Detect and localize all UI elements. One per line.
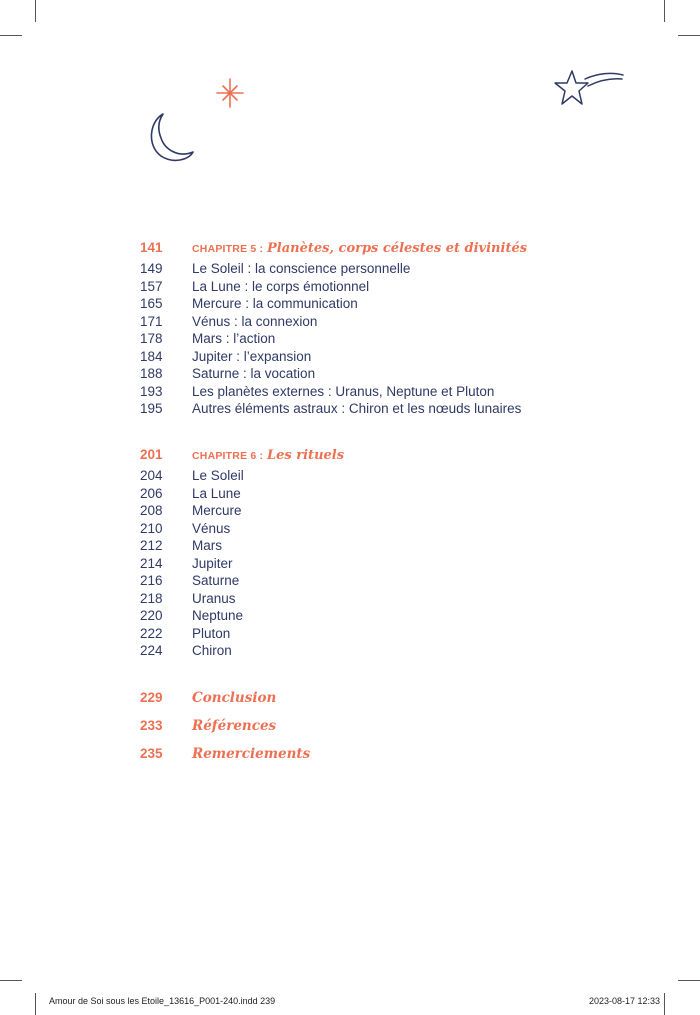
toc-entry[interactable] xyxy=(140,296,527,314)
toc-entry-text: Pluton xyxy=(192,625,231,641)
crop-mark-bottom-left-h xyxy=(0,980,22,981)
crescent-moon-icon xyxy=(145,110,197,164)
toc-entry[interactable] xyxy=(140,331,527,349)
toc-entry[interactable] xyxy=(140,366,527,384)
toc-entry-page: 214 xyxy=(140,555,163,571)
toc-entry-page: 165 xyxy=(140,296,163,311)
toc-entry-page: 233 xyxy=(140,718,163,733)
toc-entry-page: 184 xyxy=(140,348,163,364)
toc-entry[interactable] xyxy=(140,349,527,367)
toc-entry-text: Neptune xyxy=(192,608,244,623)
toc-chapter-5-heading[interactable] xyxy=(140,240,527,261)
toc-entry-title: Remerciements xyxy=(192,746,311,762)
toc-entry-page: 222 xyxy=(140,625,163,641)
toc-entry-text: Mercure xyxy=(192,503,242,518)
toc-entry-page: 178 xyxy=(140,331,163,346)
chapter-page-number: 201 xyxy=(140,447,163,462)
toc-entry-text: Vénus xyxy=(192,520,231,536)
toc-entry-text: La Lune : le corps émotionnel xyxy=(192,278,370,294)
toc-entry[interactable] xyxy=(140,521,344,539)
toc-entry-page: 220 xyxy=(140,608,163,623)
toc-entry-page: 210 xyxy=(140,520,163,536)
toc-entry-page: 149 xyxy=(140,261,163,276)
toc-chapter-5 xyxy=(140,240,527,419)
toc-entry-text: Le Soleil : la conscience personnelle xyxy=(192,261,411,276)
toc-entry-page: 218 xyxy=(140,590,163,606)
toc-entry[interactable] xyxy=(140,573,344,591)
toc-entry[interactable] xyxy=(140,626,344,644)
toc-entry-text: Saturne : la vocation xyxy=(192,366,316,381)
toc-entry-page: 208 xyxy=(140,503,163,518)
toc-entry-text: Les planètes externes : Uranus, Neptune et Pluton xyxy=(192,383,495,399)
toc-entry-page: 204 xyxy=(140,468,163,483)
crop-mark-top-left-v xyxy=(35,0,36,22)
toc-entry-text: Chiron xyxy=(192,643,232,658)
toc-entry-text: Mars : l’action xyxy=(192,331,276,346)
crop-mark-top-left-h xyxy=(0,35,22,36)
footer-timestamp: 2023-08-17 12:33 xyxy=(588,996,660,1006)
toc-entry-title: Références xyxy=(192,718,277,734)
crop-mark-bottom-left-v xyxy=(35,993,36,1015)
toc-entry-page: 157 xyxy=(140,278,163,294)
toc-entry-page: 216 xyxy=(140,573,163,588)
toc-entry-text: Jupiter xyxy=(192,555,233,571)
chapter-label: CHAPITRE 5 : xyxy=(192,243,264,255)
toc-entry-page: 188 xyxy=(140,366,163,381)
crop-mark-bottom-right-h xyxy=(678,980,700,981)
toc-conclusion[interactable] xyxy=(140,690,276,706)
footer-filename: Amour de Soi sous les Etoile_13616_P001-240.indd 239 xyxy=(49,996,276,1006)
toc-entry-text: La Lune xyxy=(192,485,241,501)
toc-entry[interactable] xyxy=(140,556,344,574)
toc-entry[interactable] xyxy=(140,608,344,626)
toc-chapter-5-items xyxy=(140,261,527,419)
shooting-star-icon xyxy=(552,67,628,111)
toc-entry[interactable] xyxy=(140,261,527,279)
crop-mark-top-right-h xyxy=(678,35,700,36)
chapter-title: Les rituels xyxy=(267,448,345,463)
crop-mark-top-right-v xyxy=(664,0,665,22)
toc-entry-text: Jupiter : l’expansion xyxy=(192,348,312,364)
toc-entry-text: Autres éléments astraux : Chiron et les nœuds lunaires xyxy=(192,401,522,416)
toc-entry-text: Mercure : la communication xyxy=(192,296,358,311)
toc-entry-page: 235 xyxy=(140,746,163,761)
toc-chapter-6-items xyxy=(140,468,344,661)
toc-entry-page: 229 xyxy=(140,690,163,705)
sparkle-icon xyxy=(214,77,246,109)
toc-entry-page: 193 xyxy=(140,383,163,399)
chapter-label: CHAPITRE 6 : xyxy=(192,450,264,462)
toc-entry-page: 224 xyxy=(140,643,163,658)
toc-entry-text: Vénus : la connexion xyxy=(192,313,318,329)
toc-entry[interactable] xyxy=(140,538,344,556)
toc-entry-page: 206 xyxy=(140,485,163,501)
toc-entry[interactable] xyxy=(140,503,344,521)
toc-entry-text: Mars xyxy=(192,538,222,553)
toc-entry[interactable] xyxy=(140,384,527,402)
toc-entry-page: 212 xyxy=(140,538,163,553)
toc-entry-text: Uranus xyxy=(192,590,236,606)
toc-entry-title: Conclusion xyxy=(192,690,277,706)
toc-chapter-6 xyxy=(140,447,344,661)
toc-entry[interactable] xyxy=(140,643,344,661)
toc-remerciements[interactable] xyxy=(140,746,310,762)
toc-entry-text: Le Soleil xyxy=(192,468,244,483)
chapter-title: Planètes, corps célestes et divinités xyxy=(267,241,528,256)
toc-entry[interactable] xyxy=(140,468,344,486)
toc-entry[interactable] xyxy=(140,401,527,419)
toc-entry[interactable] xyxy=(140,486,344,504)
crop-mark-bottom-right-v xyxy=(664,993,665,1015)
toc-entry-text: Saturne xyxy=(192,573,240,588)
toc-entry[interactable] xyxy=(140,314,527,332)
toc-entry[interactable] xyxy=(140,279,527,297)
toc-entry-page: 171 xyxy=(140,313,163,329)
chapter-page-number: 141 xyxy=(140,240,163,255)
toc-entry-page: 195 xyxy=(140,401,163,416)
toc-references[interactable] xyxy=(140,718,276,734)
toc-entry[interactable] xyxy=(140,591,344,609)
toc-chapter-6-heading[interactable] xyxy=(140,447,344,468)
